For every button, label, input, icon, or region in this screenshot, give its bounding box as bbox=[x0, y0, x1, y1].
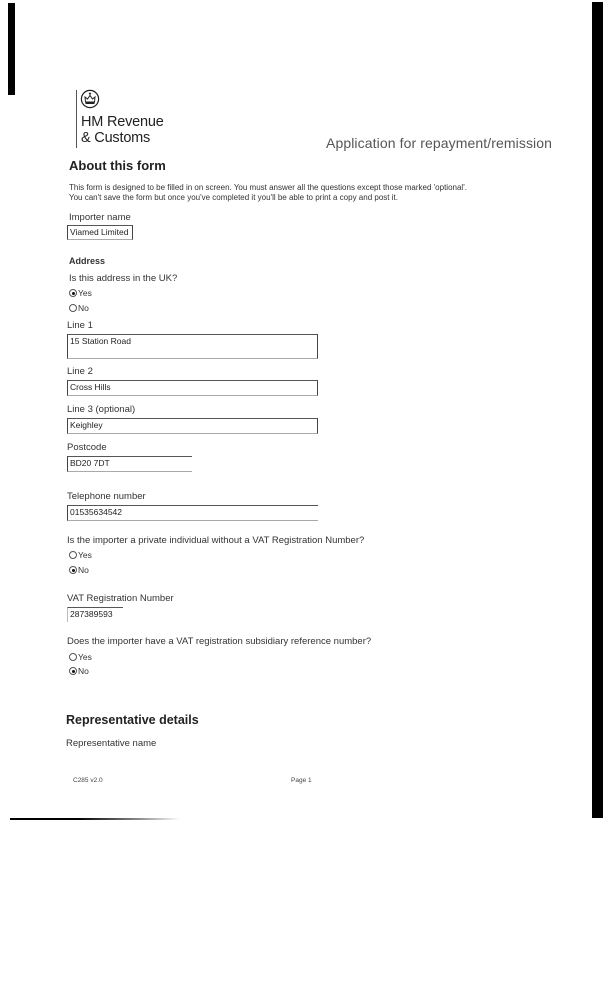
line2-label: Line 2 bbox=[67, 366, 93, 377]
scan-edge-bottom bbox=[10, 818, 180, 820]
scan-edge-right bbox=[592, 2, 603, 818]
vat-number-label: VAT Registration Number bbox=[67, 593, 174, 604]
subsidiary-no-label: No bbox=[78, 666, 89, 676]
organisation-line1: HM Revenue bbox=[81, 114, 164, 130]
address-line3-field[interactable]: Keighley bbox=[67, 418, 318, 434]
subsidiary-yes-option[interactable] bbox=[69, 652, 92, 662]
vat-number-field[interactable]: 287389593 bbox=[67, 607, 123, 622]
private-no-label: No bbox=[78, 565, 89, 575]
radio-yes[interactable] bbox=[69, 551, 77, 559]
uk-address-question: Is this address in the UK? bbox=[69, 273, 178, 284]
intro-line-2: You can't save the form but once you've completed it you'll be able to print a copy and post it. bbox=[69, 193, 398, 202]
private-yes-label: Yes bbox=[78, 550, 92, 560]
radio-no-selected[interactable] bbox=[69, 667, 77, 675]
postcode-field[interactable]: BD20 7DT bbox=[67, 456, 192, 472]
radio-yes[interactable] bbox=[69, 653, 77, 661]
importer-name-label: Importer name bbox=[69, 212, 131, 223]
line1-label: Line 1 bbox=[67, 320, 93, 331]
radio-no-selected[interactable] bbox=[69, 566, 77, 574]
vat-subsidiary-question: Does the importer have a VAT registration subsidiary reference number? bbox=[67, 636, 372, 647]
about-heading: About this form bbox=[69, 158, 166, 173]
telephone-field[interactable]: 01535634542 bbox=[67, 505, 318, 521]
uk-yes-option[interactable] bbox=[69, 288, 92, 298]
telephone-label: Telephone number bbox=[67, 491, 146, 502]
hmrc-logo-text bbox=[81, 114, 164, 146]
private-yes-option[interactable] bbox=[69, 550, 92, 560]
uk-no-option[interactable] bbox=[69, 303, 89, 313]
private-no-option[interactable] bbox=[69, 565, 89, 575]
address-line1-field[interactable]: 15 Station Road bbox=[67, 334, 318, 359]
subsidiary-yes-label: Yes bbox=[78, 652, 92, 662]
page-number: Page 1 bbox=[291, 777, 312, 784]
address-heading: Address bbox=[69, 256, 106, 266]
scan-edge-left bbox=[8, 3, 15, 95]
representative-heading: Representative details bbox=[66, 713, 199, 727]
representative-name-label: Representative name bbox=[66, 738, 157, 749]
address-line2-field[interactable]: Cross Hills bbox=[67, 380, 318, 396]
logo-divider bbox=[76, 90, 77, 148]
radio-yes-selected[interactable] bbox=[69, 289, 77, 297]
uk-no-label: No bbox=[78, 303, 89, 313]
intro-line-1: This form is designed to be filled in on screen. You must answer all the questions except those marked 'optional'. bbox=[69, 183, 467, 192]
subsidiary-no-option[interactable] bbox=[69, 666, 89, 676]
organisation-line2: & Customs bbox=[81, 130, 151, 146]
importer-name-field[interactable]: Viamed Limited bbox=[67, 225, 133, 240]
form-code: C285 v2.0 bbox=[73, 777, 103, 784]
radio-no[interactable] bbox=[69, 304, 77, 312]
line3-label: Line 3 (optional) bbox=[67, 404, 136, 415]
uk-yes-label: Yes bbox=[78, 288, 92, 298]
document-title: Application for repayment/remission bbox=[326, 135, 553, 151]
intro-text bbox=[69, 183, 539, 203]
postcode-label: Postcode bbox=[67, 442, 107, 453]
crown-crest-icon bbox=[80, 89, 100, 109]
private-individual-question: Is the importer a private individual without a VAT Registration Number? bbox=[67, 535, 365, 546]
